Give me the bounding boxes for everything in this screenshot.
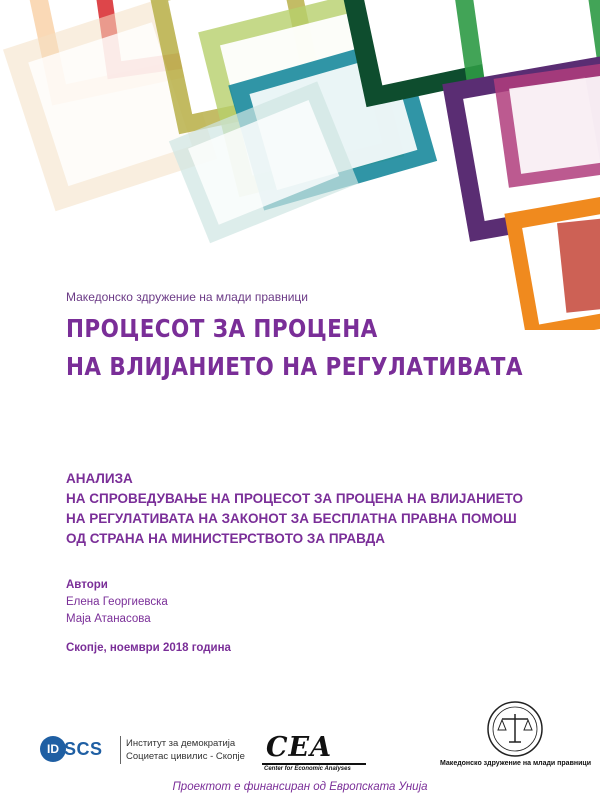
scales-of-justice-seal-icon (465, 700, 565, 758)
cea-underline (262, 763, 366, 765)
title-line-1: ПРОЦЕСОТ ЗА ПРОЦЕНА (66, 314, 378, 343)
title-line-2: НА ВЛИЈАНИЕТО НА РЕГУЛАТИВАТА (66, 352, 523, 381)
idscs-mark-text: SCS (64, 739, 103, 759)
funding-note: Проектот е финансиран од Европската Унија (172, 781, 428, 793)
place-and-date: Скопје, ноември 2018 година (66, 642, 231, 654)
analysis-line-4: ОД СТРАНА НА МИНИСТЕРСТВОТО ЗА ПРАВДА (66, 531, 386, 546)
analysis-line-1: АНАЛИЗА (66, 471, 133, 486)
cea-logo (262, 732, 374, 772)
authors-label: Автори (66, 579, 108, 591)
idscs-mark-circle: ID (40, 736, 66, 762)
analysis-line-2: НА СПРОВЕДУВАЊЕ НА ПРОЦЕСОТ ЗА ПРОЦЕНА НА ВЛИЈАНИЕТО (66, 491, 524, 506)
myla-name: Македонско здружение на млади правници (440, 760, 592, 767)
frame-magenta (494, 61, 600, 188)
idscs-line-2: Социетас цивилис - Скопје (126, 751, 245, 762)
author-name: Елена Георгиевска (66, 596, 168, 608)
idscs-line-1: Институт за демократија (126, 738, 236, 749)
organization-name: Македонско здружение на млади правници (66, 290, 308, 304)
analysis-line-3: НА РЕГУЛАТИВАТА НА ЗАКОНОТ ЗА БЕСПЛАТНА ПРАВНА ПОМОШ (66, 511, 517, 526)
cea-subtitle: Center for Economic Analyses (264, 766, 351, 772)
cover-decorative-artwork (0, 0, 600, 330)
myla-logo (440, 700, 590, 772)
analysis-block (66, 469, 523, 549)
idscs-divider (120, 736, 121, 764)
author-name: Маја Атанасова (66, 613, 151, 625)
cea-mark: CEA (266, 732, 333, 763)
idscs-logo (40, 732, 245, 772)
